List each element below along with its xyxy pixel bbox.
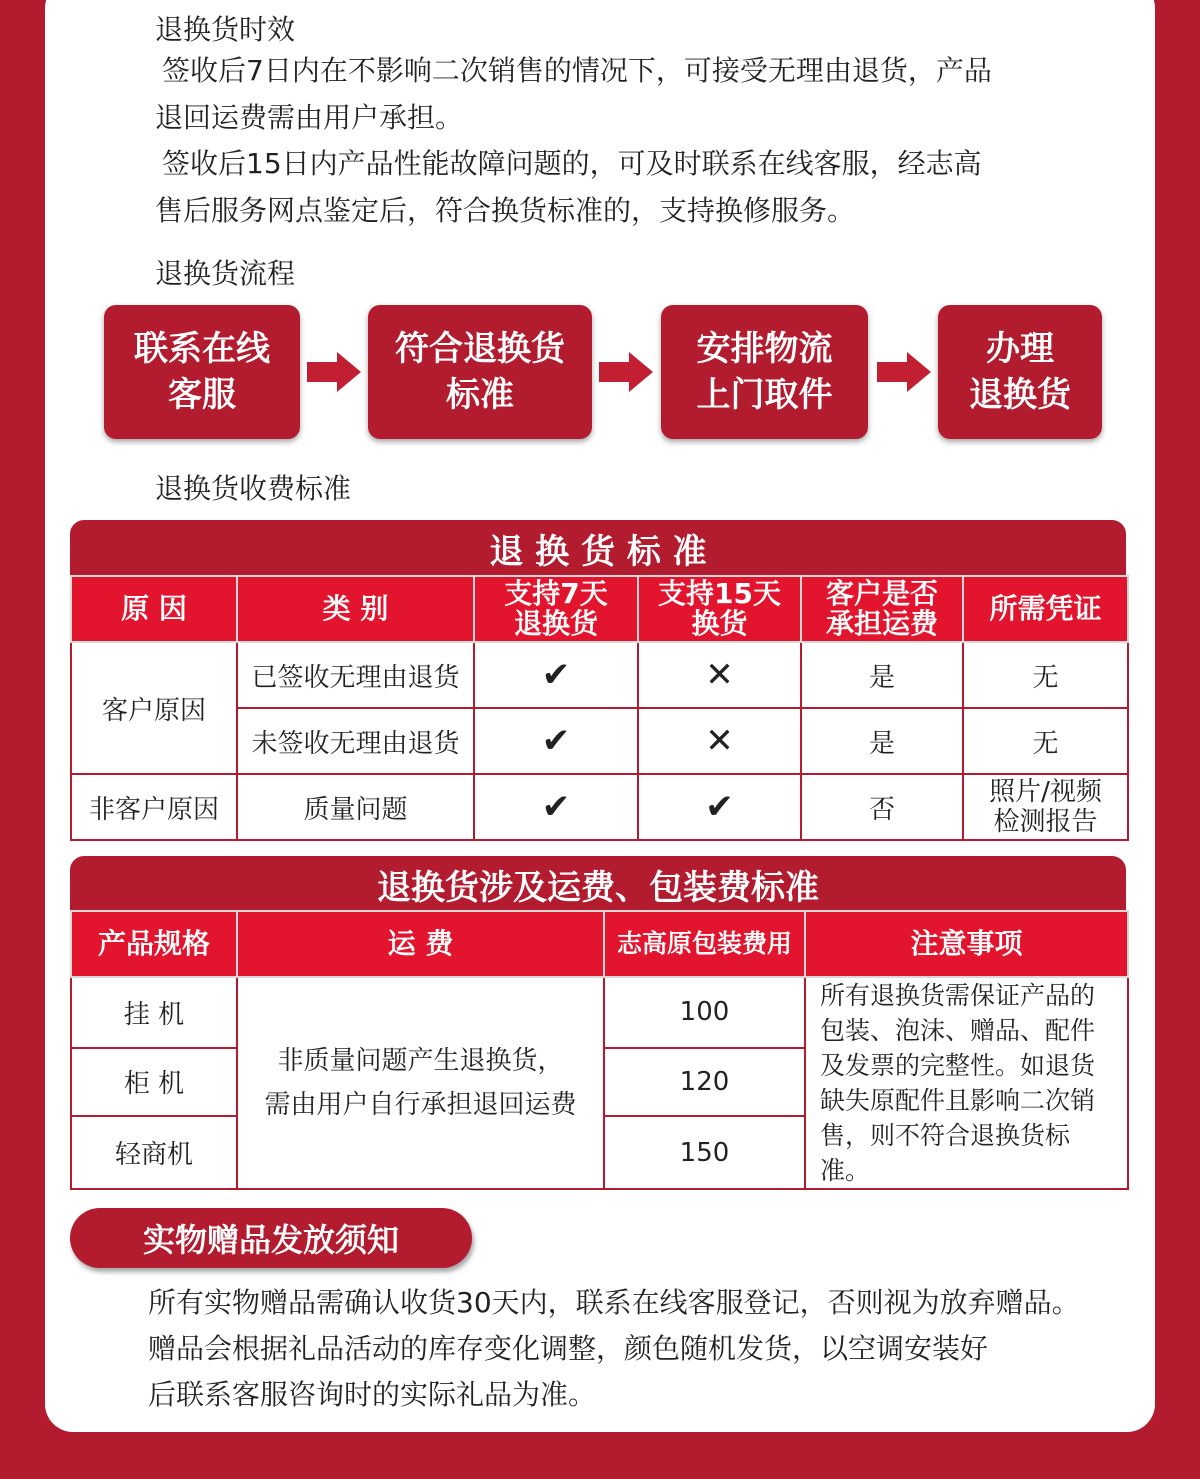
col-freight: 运 费 [237,911,604,977]
cell-packaging: 120 [604,1048,805,1117]
policy-line-3: 签收后15日内产品性能故障问题的，可及时联系在线客服，经志高 [162,147,982,180]
col-fifteen-day: 支持15天 换货 [638,576,801,642]
col-seven-day: 支持7天 退换货 [474,576,638,642]
cell-shipping: 否 [801,774,963,840]
col-spec: 产品规格 [71,911,237,977]
cell-notes: 所有退换货需保证产品的 包装、泡沫、赠品、配件 及发票的完整性。如退货 缺失原配件且影响二次销 售，则不符合退换货标准。 [805,977,1128,1189]
flow-step-text: 上门取件 [696,375,833,415]
cell-category: 已签收无理由退货 [237,642,474,708]
cell-proof: 无 [963,708,1128,774]
table-row [71,774,1128,840]
flow-step-text: 客服 [168,375,236,415]
check-icon: ✔ [474,774,638,840]
flow-step-qualify [368,305,592,439]
gift-notice-title: 实物赠品发放须知 [70,1208,472,1268]
gift-line-2: 赠品会根据礼品活动的库存变化调整，颜色随机发货，以空调安装好 [148,1332,989,1365]
table1-title: 退 换 货 标 准 [70,520,1126,576]
flow-step-text: 安排物流 [696,329,833,369]
cross-icon: ✕ [638,642,801,708]
heading-timing: 退换货时效 [155,13,296,46]
cell-category: 质量问题 [237,774,474,840]
gift-line-1: 所有实物赠品需确认收货30天内，联系在线客服登记，否则视为放弃赠品。 [148,1286,1080,1319]
gift-line-3: 后联系客服咨询时的实际礼品为准。 [148,1378,597,1411]
cell-spec: 挂 机 [71,977,237,1048]
flow-step-text: 联系在线 [134,329,270,369]
flow-step-process [938,305,1102,439]
policy-line-2: 退回运费需由用户承担。 [155,101,464,134]
cell-reason: 客户原因 [71,642,237,774]
cross-icon: ✕ [638,708,801,774]
col-proof: 所需凭证 [963,576,1128,642]
cell-freight: 非质量问题产生退换货， 需由用户自行承担退回运费 [237,977,604,1189]
cell-packaging: 100 [604,977,805,1048]
cell-proof: 无 [963,642,1128,708]
flow-step-text: 符合退换货 [395,329,565,369]
col-category: 类 别 [237,576,474,642]
check-icon: ✔ [474,642,638,708]
arrow-right-icon [305,350,363,394]
col-shipping: 客户是否 承担运费 [801,576,963,642]
cell-proof: 照片/视频 检测报告 [963,774,1128,840]
flow-step-text: 办理 [986,329,1054,369]
arrow-right-icon [597,350,655,394]
col-notes: 注意事项 [805,911,1128,977]
cell-shipping: 是 [801,708,963,774]
cell-reason: 非客户原因 [71,774,237,840]
check-icon: ✔ [474,708,638,774]
flow-step-text: 退换货 [969,375,1071,415]
heading-flow: 退换货流程 [155,257,296,290]
check-icon: ✔ [638,774,801,840]
return-standard-table [70,575,1129,841]
heading-fee: 退换货收费标准 [155,472,352,505]
policy-line-4: 售后服务网点鉴定后，符合换货标准的，支持换修服务。 [155,194,856,227]
cell-shipping: 是 [801,642,963,708]
table2-title: 退换货涉及运费、包装费标准 [70,856,1126,912]
cell-packaging: 150 [604,1116,805,1189]
policy-line-1: 签收后7日内在不影响二次销售的情况下，可接受无理由退货，产品 [162,54,992,87]
cell-spec: 轻商机 [71,1116,237,1189]
cell-spec: 柜 机 [71,1048,237,1117]
fee-standard-table [70,910,1129,1190]
arrow-right-icon [875,350,933,394]
col-reason: 原 因 [71,576,237,642]
cell-category: 未签收无理由退货 [237,708,474,774]
flow-step-contact [104,305,300,439]
table-row [71,977,1128,1048]
table-row [71,642,1128,708]
flow-step-text: 标准 [446,375,514,415]
flow-step-pickup [661,305,868,439]
col-packaging: 志高原包装费用 [604,911,805,977]
